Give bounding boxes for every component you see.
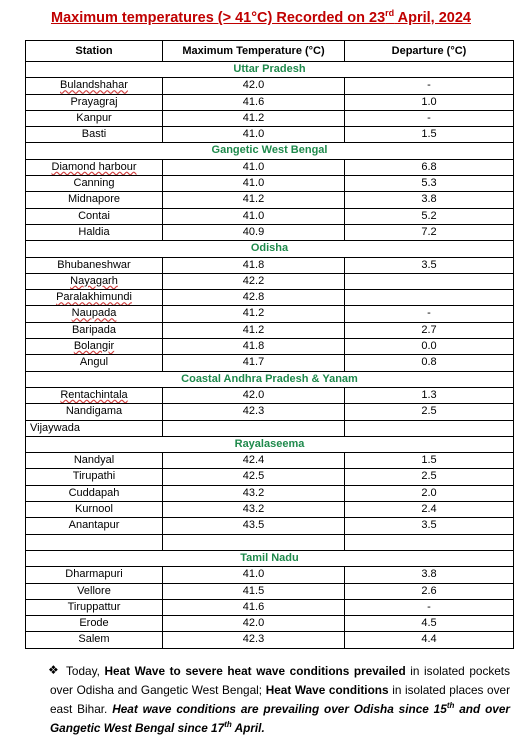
temp-cell: 42.0 — [163, 616, 345, 632]
region-title: Tamil Nadu — [26, 550, 514, 566]
header-departure: Departure (°C) — [345, 41, 514, 62]
table-row — [26, 94, 514, 110]
station-cell: Bhubaneshwar — [26, 257, 163, 273]
region-row — [26, 371, 514, 387]
temp-cell: 42.2 — [163, 273, 345, 289]
station-cell: Dharmapuri — [26, 567, 163, 583]
temp-cell: 41.7 — [163, 355, 345, 371]
temp-cell: 41.0 — [163, 159, 345, 175]
region-title: Coastal Andhra Pradesh & Yanam — [26, 371, 514, 387]
temp-cell: 41.0 — [163, 176, 345, 192]
temp-cell: 43.2 — [163, 485, 345, 501]
table-row — [26, 632, 514, 648]
temp-cell: 41.2 — [163, 110, 345, 126]
temperature-table — [25, 40, 514, 649]
station-cell: Salem — [26, 632, 163, 648]
station-cell: Midnapore — [26, 192, 163, 208]
departure-cell: 0.8 — [345, 355, 514, 371]
departure-cell — [345, 534, 514, 550]
temp-cell: 42.3 — [163, 404, 345, 420]
table-row — [26, 290, 514, 306]
departure-cell — [345, 273, 514, 289]
departure-cell: 2.0 — [345, 485, 514, 501]
station-cell: Tirupathi — [26, 469, 163, 485]
station-cell: Nayagarh — [26, 273, 163, 289]
temp-cell: 40.9 — [163, 224, 345, 240]
page-title: Maximum temperatures (> 41°C) Recorded on 23rd April, 2024 — [50, 8, 471, 26]
station-cell: Haldia — [26, 224, 163, 240]
departure-cell: 3.5 — [345, 257, 514, 273]
station-cell: Cuddapah — [26, 485, 163, 501]
departure-cell — [345, 290, 514, 306]
departure-cell: - — [345, 599, 514, 615]
station-cell: Baripada — [26, 322, 163, 338]
station-cell: Kurnool — [26, 502, 163, 518]
departure-cell: 2.5 — [345, 469, 514, 485]
table-row — [26, 208, 514, 224]
table-row — [26, 355, 514, 371]
table-row — [26, 306, 514, 322]
table-row — [26, 273, 514, 289]
region-row — [26, 62, 514, 78]
temp-cell: 41.0 — [163, 567, 345, 583]
temp-cell: 41.0 — [163, 127, 345, 143]
region-row — [26, 550, 514, 566]
table-row — [26, 224, 514, 240]
temp-cell: 41.8 — [163, 339, 345, 355]
station-cell: Kanpur — [26, 110, 163, 126]
station-cell: Nandyal — [26, 453, 163, 469]
departure-cell: 5.2 — [345, 208, 514, 224]
temp-cell: 43.2 — [163, 502, 345, 518]
temp-cell: 42.3 — [163, 632, 345, 648]
temp-cell: 41.5 — [163, 583, 345, 599]
station-cell: Contai — [26, 208, 163, 224]
table-row — [26, 502, 514, 518]
region-row — [26, 241, 514, 257]
departure-cell — [345, 420, 514, 436]
departure-cell: 4.4 — [345, 632, 514, 648]
region-title: Odisha — [26, 241, 514, 257]
departure-cell: 3.8 — [345, 567, 514, 583]
station-cell: Erode — [26, 616, 163, 632]
station-cell: Basti — [26, 127, 163, 143]
bullet-icon: ❖ — [48, 663, 59, 677]
table-row — [26, 534, 514, 550]
table-row — [26, 110, 514, 126]
temp-cell: 41.2 — [163, 306, 345, 322]
departure-cell: - — [345, 306, 514, 322]
temp-cell: 42.5 — [163, 469, 345, 485]
station-cell: Anantapur — [26, 518, 163, 534]
table-header-row — [26, 41, 514, 62]
departure-cell: 2.5 — [345, 404, 514, 420]
departure-cell: 1.0 — [345, 94, 514, 110]
table-row — [26, 192, 514, 208]
temp-cell: 41.6 — [163, 599, 345, 615]
table-row — [26, 387, 514, 403]
table-row — [26, 176, 514, 192]
station-cell: Paralakhimundi — [26, 290, 163, 306]
temp-cell: 41.6 — [163, 94, 345, 110]
table-row — [26, 599, 514, 615]
station-cell: Rentachintala — [26, 387, 163, 403]
temp-cell: 42.4 — [163, 453, 345, 469]
table-row — [26, 339, 514, 355]
departure-cell: 2.4 — [345, 502, 514, 518]
departure-cell: 2.6 — [345, 583, 514, 599]
departure-cell: 1.5 — [345, 453, 514, 469]
header-station: Station — [26, 41, 163, 62]
station-cell: Angul — [26, 355, 163, 371]
departure-cell: 7.2 — [345, 224, 514, 240]
table-row — [26, 518, 514, 534]
table-row — [26, 78, 514, 94]
station-cell: Canning — [26, 176, 163, 192]
departure-cell: 2.7 — [345, 322, 514, 338]
table-row — [26, 404, 514, 420]
departure-cell: 1.3 — [345, 387, 514, 403]
temp-cell — [163, 534, 345, 550]
departure-cell: 1.5 — [345, 127, 514, 143]
table-row — [26, 322, 514, 338]
station-cell: Bulandshahar — [26, 78, 163, 94]
station-cell: Vijaywada — [26, 420, 163, 436]
station-cell: Naupada — [26, 306, 163, 322]
table-row — [26, 420, 514, 436]
table-row — [26, 616, 514, 632]
region-row — [26, 143, 514, 159]
table-row — [26, 257, 514, 273]
table-row — [26, 469, 514, 485]
station-cell: Prayagraj — [26, 94, 163, 110]
temp-cell: 41.2 — [163, 322, 345, 338]
station-cell: Diamond harbour — [26, 159, 163, 175]
table-row — [26, 485, 514, 501]
departure-cell: 6.8 — [345, 159, 514, 175]
station-cell: Tiruppattur — [26, 599, 163, 615]
temp-cell — [163, 420, 345, 436]
departure-cell: 4.5 — [345, 616, 514, 632]
departure-cell: 3.8 — [345, 192, 514, 208]
table-row — [26, 159, 514, 175]
temp-cell: 42.8 — [163, 290, 345, 306]
departure-cell: 5.3 — [345, 176, 514, 192]
departure-cell: - — [345, 78, 514, 94]
departure-cell: - — [345, 110, 514, 126]
temp-cell: 43.5 — [163, 518, 345, 534]
table-row — [26, 453, 514, 469]
temp-cell: 41.0 — [163, 208, 345, 224]
station-cell: Vellore — [26, 583, 163, 599]
temp-cell: 41.2 — [163, 192, 345, 208]
region-title: Uttar Pradesh — [26, 62, 514, 78]
temp-cell: 41.8 — [163, 257, 345, 273]
table-row — [26, 127, 514, 143]
region-row — [26, 436, 514, 452]
station-cell — [26, 534, 163, 550]
region-title: Rayalaseema — [26, 436, 514, 452]
station-cell: Bolangir — [26, 339, 163, 355]
region-title: Gangetic West Bengal — [26, 143, 514, 159]
temp-cell: 42.0 — [163, 387, 345, 403]
departure-cell: 3.5 — [345, 518, 514, 534]
table-row — [26, 567, 514, 583]
departure-cell: 0.0 — [345, 339, 514, 355]
table-row — [26, 583, 514, 599]
station-cell: Nandigama — [26, 404, 163, 420]
temp-cell: 42.0 — [163, 78, 345, 94]
summary-note: Today, Heat Wave to severe heat wave conditions prevailed in isolated pockets over Odisha and Gangetic West Bengal; Heat Wave conditions in isolated places over east Bihar. Heat wave conditions are prevailing over Odisha since 15th and over Gangetic West Bengal since 17th April. — [50, 664, 510, 735]
header-max-temp: Maximum Temperature (°C) — [163, 41, 345, 62]
